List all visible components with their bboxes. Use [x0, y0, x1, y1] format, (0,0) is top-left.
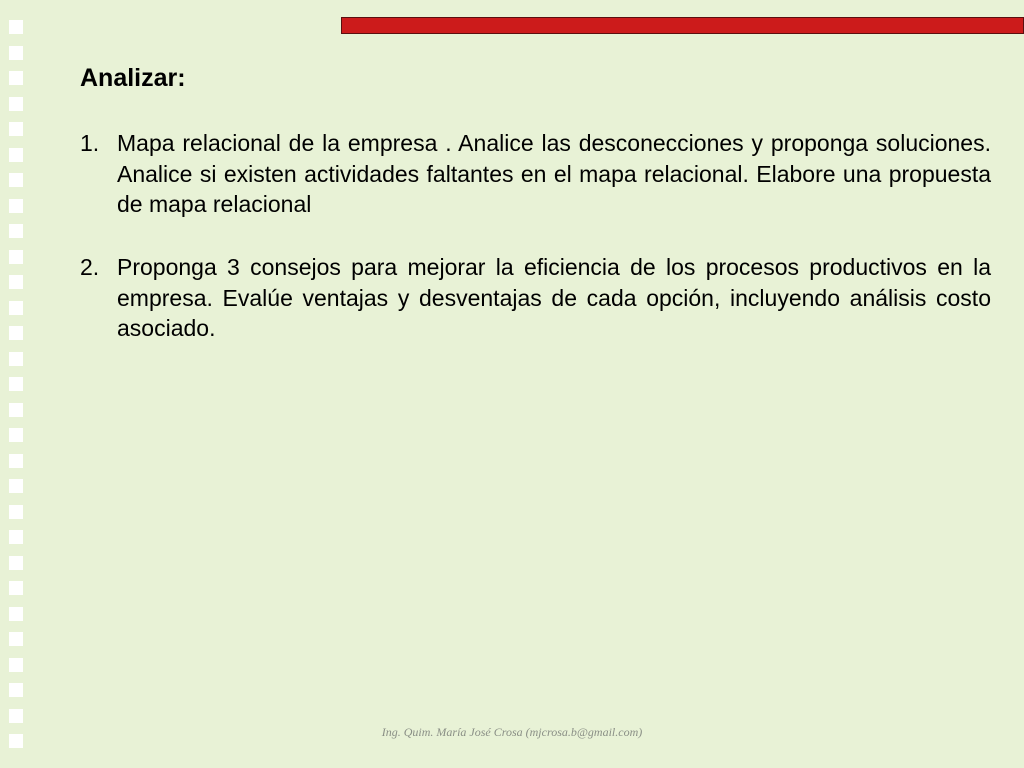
decorative-square: [9, 199, 23, 213]
decorative-square: [9, 326, 23, 340]
list-item-number: 1.: [80, 130, 100, 156]
decorative-square: [9, 658, 23, 672]
list-item-text: Mapa relacional de la empresa . Analice las desconecciones y proponga soluciones. Analice si existen actividades faltantes en el mapa relacional. Elabore una propuesta de mapa relacional: [117, 130, 991, 217]
decorative-square: [9, 71, 23, 85]
footer-credit: Ing. Quim. María José Crosa (mjcrosa.b@gmail.com): [381, 725, 643, 739]
decorative-square: [9, 556, 23, 570]
decorative-square: [9, 97, 23, 111]
decorative-square: [9, 403, 23, 417]
decorative-square: [9, 683, 23, 697]
decorative-square: [9, 301, 23, 315]
decorative-square: [9, 173, 23, 187]
list-item-number: 2.: [80, 254, 100, 280]
decorative-square: [9, 224, 23, 238]
decorative-square: [9, 352, 23, 366]
decorative-square: [9, 148, 23, 162]
decorative-square: [9, 709, 23, 723]
red-accent-bar: [341, 17, 1024, 34]
slide-heading: Analizar:: [80, 64, 186, 92]
decorative-square: [9, 250, 23, 264]
decorative-square: [9, 581, 23, 595]
decorative-square: [9, 632, 23, 646]
decorative-square: [9, 530, 23, 544]
decorative-square: [9, 46, 23, 60]
decorative-square: [9, 607, 23, 621]
decorative-square: [9, 20, 23, 34]
list-item-2: [80, 252, 991, 344]
decorative-square: [9, 275, 23, 289]
decorative-square: [9, 454, 23, 468]
list-item-1: [80, 128, 991, 220]
list-item-text: Proponga 3 consejos para mejorar la eficiencia de los procesos productivos en la empresa. Evalúe ventajas y desventajas de cada opción, incluyendo análisis costo asociado.: [117, 254, 991, 341]
decorative-square: [9, 122, 23, 136]
decorative-square: [9, 377, 23, 391]
decorative-square: [9, 479, 23, 493]
decorative-square-strip: [0, 0, 30, 768]
decorative-square: [9, 428, 23, 442]
decorative-square: [9, 505, 23, 519]
